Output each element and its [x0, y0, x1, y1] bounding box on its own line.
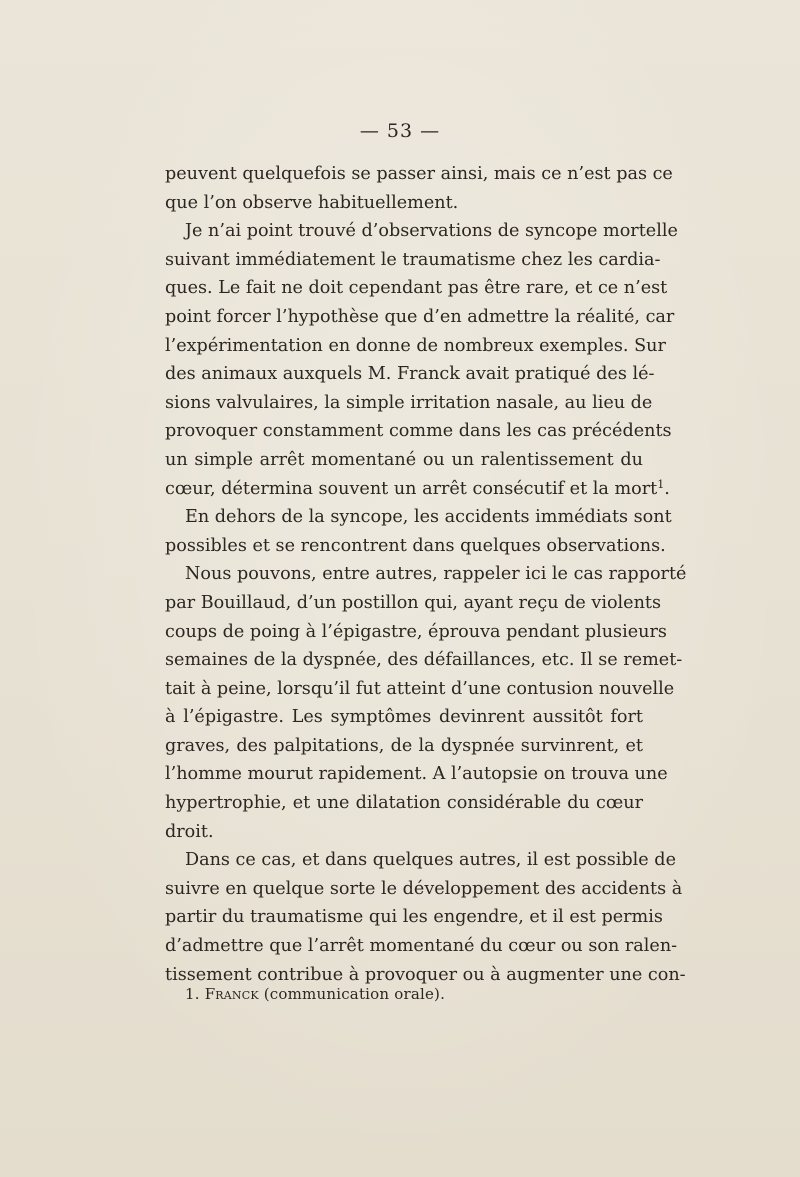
text-line: Dans ce cas, et dans quelques autres, il est possible de: [185, 850, 676, 871]
text-line: semaines de la dyspnée, des défaillances, etc. Il se remet-: [165, 650, 683, 671]
body-text: [165, 160, 687, 989]
footnote: [185, 985, 445, 1003]
text-line: ques. Le fait ne doit cependant pas être rare, et ce n’est: [165, 278, 668, 299]
text-line: à l’épigastre. Les symptômes devinrent aussitôt fort: [165, 707, 643, 728]
text-line: sions valvulaires, la simple irritation nasale, au lieu de: [165, 392, 653, 413]
page-number: — 53 —: [359, 120, 441, 142]
text-line: possibles et se rencontrent dans quelques observations.: [165, 535, 666, 556]
text-line: provoquer constamment comme dans les cas précédents: [165, 421, 672, 442]
text-line: tissement contribue à provoquer ou à augmenter une con-: [165, 964, 686, 985]
text-line: point forcer l’hypothèse que d’en admettre la réalité, car: [165, 306, 675, 327]
text-line: par Bouillaud, d’un postillon qui, ayant reçu de violents: [165, 592, 662, 613]
text-line: l’expérimentation en donne de nombreux exemples. Sur: [165, 335, 666, 356]
footnote-author: Franck: [204, 985, 259, 1003]
footnote-text: (communication orale).: [263, 985, 446, 1003]
text-line: Je n’ai point trouvé d’observations de syncope mortelle: [185, 221, 678, 242]
text-line: graves, des palpitations, de la dyspnée survinrent, et: [165, 735, 643, 756]
text-line: suivant immédiatement le traumatisme chez les cardia-: [165, 249, 661, 270]
footnote-reference: 1: [657, 477, 665, 491]
text-line: En dehors de la syncope, les accidents immédiats sont: [185, 507, 672, 528]
text-line: tait à peine, lorsqu’il fut atteint d’une contusion nouvelle: [165, 678, 675, 699]
text-line: un simple arrêt momentané ou un ralentissement du: [165, 449, 643, 470]
text-line: que l’on observe habituellement.: [165, 192, 459, 213]
footnote-reference-punct: .: [664, 478, 670, 499]
text-line: l’homme mourut rapidement. A l’autopsie on trouva une: [165, 764, 668, 785]
text-line: partir du traumatisme qui les engendre, et il est permis: [165, 907, 663, 928]
text-line: Nous pouvons, entre autres, rappeler ici le cas rapporté: [185, 564, 687, 585]
text-line: des animaux auxquels M. Franck avait pratiqué des lé-: [165, 364, 655, 385]
text-line: droit.: [165, 821, 214, 842]
text-line: hypertrophie, et une dilatation considérable du cœur: [165, 793, 643, 814]
footnote-number: 1.: [185, 985, 200, 1003]
text-line: suivre en quelque sorte le développement des accidents à: [165, 878, 683, 899]
text-line-content: cœur, détermina souvent un arrêt consécutif et la mort: [165, 478, 658, 499]
text-line: coups de poing à l’épigastre, éprouva pendant plusieurs: [165, 621, 667, 642]
text-line: peuvent quelquefois se passer ainsi, mais ce n’est pas ce: [165, 164, 673, 184]
text-line: d’admettre que l’arrêt momentané du cœur ou son ralen-: [165, 936, 678, 957]
text-line-with-footnote: [165, 475, 670, 504]
